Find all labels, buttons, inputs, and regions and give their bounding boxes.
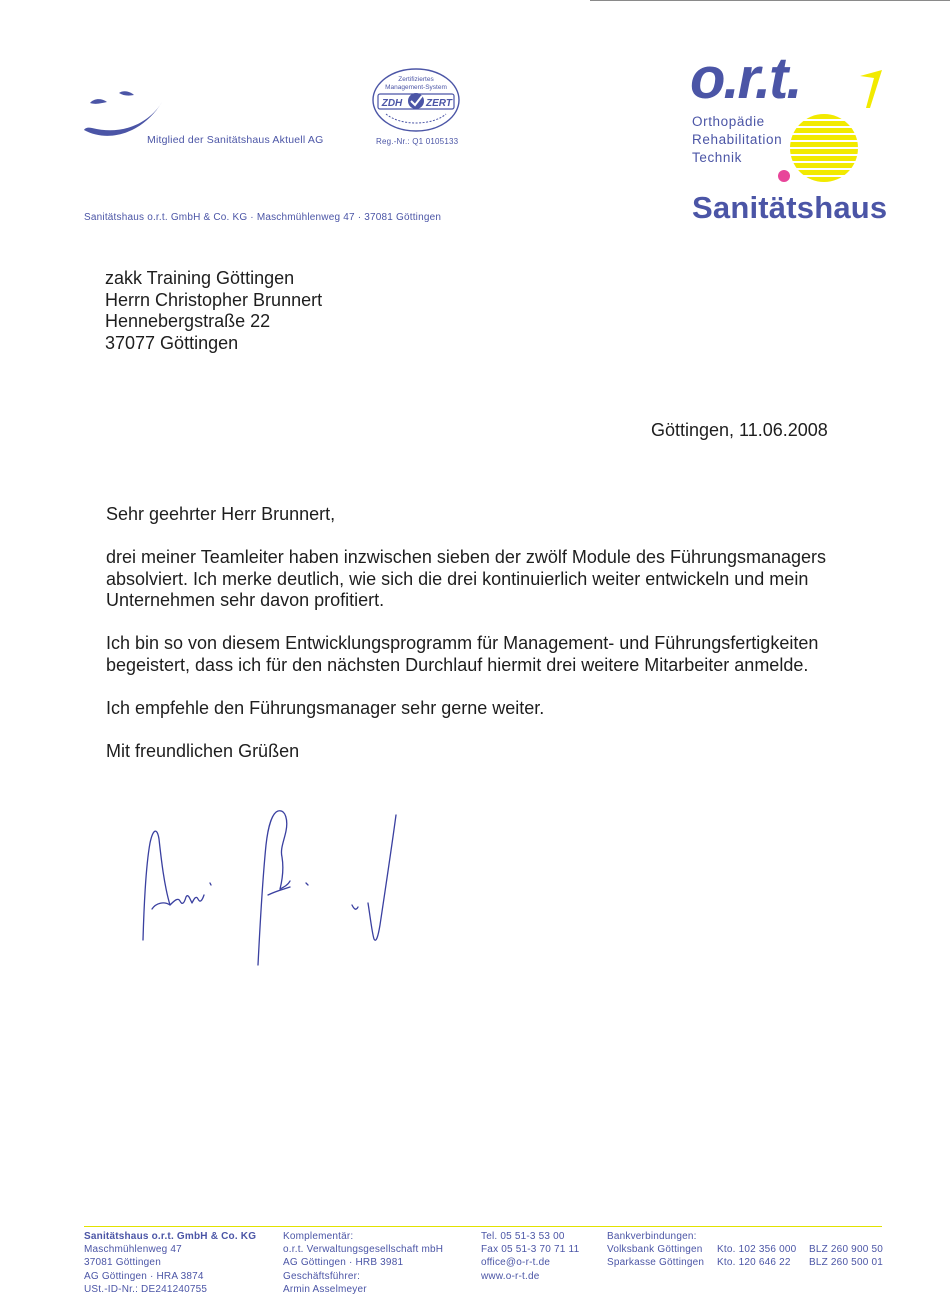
- ort-subtitle-line2: Rehabilitation: [692, 132, 783, 147]
- paragraph-1: drei meiner Teamleiter haben inzwischen sieben der zwölf Module des Führungsmanagers absolviert. Ich merke deutlich, wie sich die drei kontinuierlich weiter entwickeln und mein Unternehmen sehr davon profitiert.: [106, 547, 827, 610]
- footer-bank-label: Bankverbindungen:: [607, 1231, 697, 1242]
- signature-icon: [130, 805, 420, 975]
- footer-fax: Fax 05 51-3 70 71 11: [481, 1244, 580, 1256]
- footer-company-column: [84, 1230, 256, 1296]
- footer-bank-row: [607, 1243, 883, 1256]
- footer-ceo-name: Armin Asselmeyer: [283, 1283, 367, 1295]
- footer-partner-company: o.r.t. Verwaltungsgesellschaft mbH: [283, 1244, 444, 1256]
- footer-website: www.o-r-t.de: [481, 1270, 540, 1282]
- recipient-line3: Hennebergstraße 22: [105, 311, 271, 331]
- ort-subtitle-line1: Orthopädie: [692, 114, 765, 129]
- recipient-address: [105, 268, 322, 354]
- paragraph-2: Ich bin so von diesem Entwicklungsprogramm für Management- und Führungsfertigkeiten begeistert, dass ich für den nächsten Durchlauf hiermit drei weitere Mitarbeiter anmelde.: [106, 633, 819, 675]
- footer-rule: [84, 1226, 882, 1227]
- bank-account: Kto. 102 356 000: [717, 1244, 797, 1256]
- seal-zert: ZERT: [426, 98, 452, 109]
- footer-contact-column: [481, 1230, 579, 1283]
- closing: Mit freundlichen Grüßen: [106, 740, 300, 761]
- bank-name: Sparkasse Göttingen: [607, 1257, 705, 1269]
- bank-account: Kto. 120 646 22: [717, 1257, 791, 1269]
- footer-partner-label: Komplementär:: [283, 1231, 354, 1242]
- recipient-line2: Herrn Christopher Brunnert: [105, 289, 323, 310]
- ort-logo-text: o.r.t.: [690, 48, 801, 108]
- brand-name: Sanitätshaus: [692, 190, 888, 225]
- registration-number: Reg.-Nr.: Q1 0105133: [376, 137, 459, 146]
- sun-graphic-icon: [776, 108, 866, 188]
- footer-phone: Tel. 05 51-3 53 00: [481, 1231, 565, 1242]
- footer-register: AG Göttingen · HRA 3874: [84, 1270, 204, 1282]
- footer-ceo-label: Geschäftsführer:: [283, 1270, 361, 1282]
- ort-logo-icon: [690, 48, 886, 108]
- ort-subtitle: [692, 113, 782, 167]
- seal-zdh: ZDH: [381, 98, 403, 109]
- footer-email: office@o-r-t.de: [481, 1257, 551, 1269]
- footer-city: 37081 Göttingen: [84, 1257, 161, 1269]
- recipient-line1: zakk Training Göttingen: [105, 268, 295, 288]
- recipient-line4: 37077 Göttingen: [105, 332, 239, 353]
- footer-partner-register: AG Göttingen · HRB 3981: [283, 1257, 404, 1269]
- scan-edge-line: [590, 0, 950, 1]
- footer-bank-column: [607, 1230, 883, 1270]
- bank-name: Volksbank Göttingen: [607, 1244, 703, 1256]
- membership-text: Mitglied der Sanitätshaus Aktuell AG: [147, 134, 324, 146]
- certification-seal-icon: [370, 66, 462, 134]
- seal-line2: Management-System: [385, 84, 447, 91]
- salutation: Sehr geehrter Herr Brunnert,: [106, 504, 336, 524]
- footer-partner-column: [283, 1230, 443, 1296]
- bank-code: BLZ 260 900 50: [809, 1244, 883, 1256]
- paragraph-3: Ich empfehle den Führungsmanager sehr gerne weiter.: [106, 697, 545, 718]
- seal-line1: Zertifiziertes: [398, 76, 434, 83]
- letter-date: Göttingen, 11.06.2008: [651, 420, 828, 440]
- sender-address-line: Sanitätshaus o.r.t. GmbH & Co. KG · Maschmühlenweg 47 · 37081 Göttingen: [84, 212, 442, 223]
- footer-vat-id: USt.-ID-Nr.: DE241240755: [84, 1283, 208, 1295]
- footer-company-name: Sanitätshaus o.r.t. GmbH & Co. KG: [84, 1231, 257, 1242]
- letter-body: [106, 504, 866, 762]
- bank-code: BLZ 260 500 01: [809, 1257, 883, 1269]
- ort-subtitle-line3: Technik: [692, 150, 742, 165]
- footer-street: Maschmühlenweg 47: [84, 1244, 182, 1256]
- footer-bank-row: [607, 1256, 883, 1269]
